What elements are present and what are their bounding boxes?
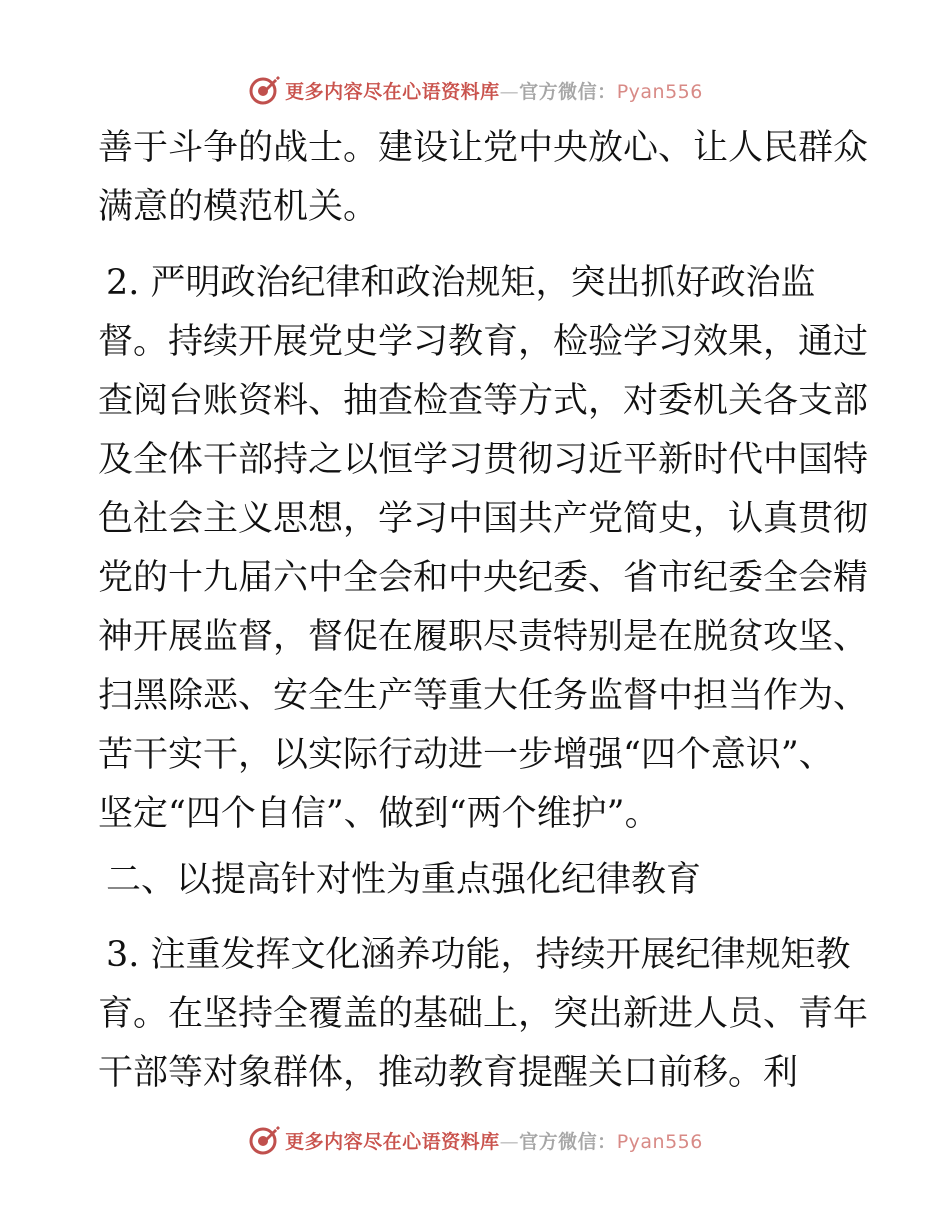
pen-nib-logo-icon (247, 73, 281, 107)
text-line: 神开展监督，督促在履职尽责特别是在脱贫攻坚、 (98, 617, 869, 657)
banner-separator: — (499, 1130, 520, 1153)
banner-text (285, 1127, 703, 1154)
pen-nib-logo-icon (247, 1123, 281, 1157)
text-line: 党的十九届六中全会和中央纪委、省市纪委全会精 (98, 558, 869, 598)
section-heading (98, 851, 858, 910)
paragraph-continuation (98, 119, 869, 237)
paragraph-item-3 (98, 926, 869, 1103)
banner-handle: Pyan556 (616, 1130, 703, 1153)
text-line: 3. 注重发挥文化涵养功能，持续开展纪律规矩教 (106, 935, 851, 975)
header-banner (0, 70, 950, 110)
banner-text (285, 77, 703, 104)
text-line: 色社会主义思想，学习中国共产党简史，认真贯彻 (98, 499, 869, 539)
text-line: 苦干实干，以实际行动进一步增强“四个意识”、 (98, 735, 834, 775)
banner-contact-label: 官方微信： (519, 1130, 617, 1153)
banner-contact-label: 官方微信： (519, 80, 617, 103)
footer-banner (0, 1120, 950, 1160)
text-line: 扫黑除恶、安全生产等重大任务监督中担当作为、 (98, 676, 869, 716)
text-line: 干部等对象群体，推动教育提醒关口前移。利 (98, 1053, 799, 1093)
banner-lead: 更多内容尽在心语资料库 (285, 80, 500, 103)
text-line: 善于斗争的战士。建设让党中央放心、让人民群众 (98, 128, 869, 168)
text-line: 育。在坚持全覆盖的基础上，突出新进人员、青年 (98, 994, 869, 1034)
text-line: 督。持续开展党史学习教育，检验学习效果，通过 (98, 322, 869, 362)
banner-handle: Pyan556 (616, 80, 703, 103)
paragraph-item-2 (98, 254, 869, 844)
text-line: 及全体干部持之以恒学习贯彻习近平新时代中国特 (98, 440, 869, 480)
text-line: 满意的模范机关。 (98, 187, 379, 227)
text-line: 2. 严明政治纪律和政治规矩，突出抓好政治监 (106, 263, 816, 303)
banner-separator: — (499, 80, 520, 103)
text-line: 坚定“四个自信”、做到“两个维护”。 (98, 794, 660, 834)
banner-lead: 更多内容尽在心语资料库 (285, 1130, 500, 1153)
text-line: 查阅台账资料、抽查检查等方式，对委机关各支部 (98, 381, 869, 421)
text-line: 二、以提高针对性为重点强化纪律教育 (106, 860, 702, 900)
